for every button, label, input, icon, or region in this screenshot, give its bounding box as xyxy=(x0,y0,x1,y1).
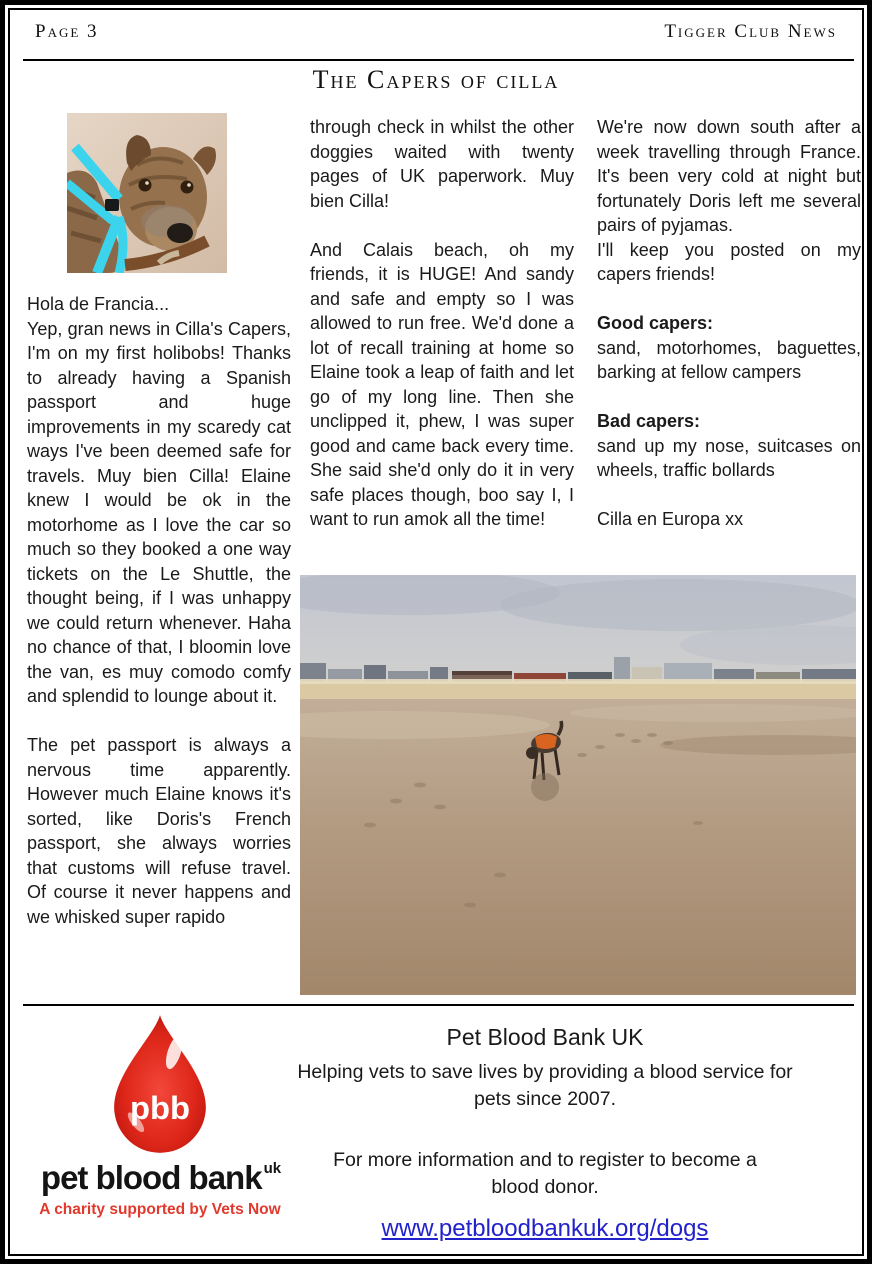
header-divider xyxy=(23,59,854,61)
promo-subtitle: Helping vets to save lives by providing a blood service for pets since 2007. xyxy=(297,1061,793,1110)
article-column-3 xyxy=(597,115,861,532)
col1-paragraph-1: Yep, gran news in Cilla's Capers, I'm on my first holibobs! Thanks to already having a Spanish passport and huge improvements in my scaredy cat ways I've been deemed safe for travels. Muy bien Cilla! Elaine knew I would be ok in the motorhome as I love the car so much so they booked a one way tickets on the Le Shuttle, the thought being, if I was unhappy we could return whenever. Haha no chance of that, I bloomin love the van, es muy comodo comfy and splendid to lounge about it. xyxy=(27,318,291,706)
bad-capers-list: sand up my nose, suitcases on wheels, traffic bollards xyxy=(597,435,861,480)
dog-portrait-illustration xyxy=(67,113,227,273)
page-number-label: Page 3 xyxy=(35,21,99,42)
promo-info: For more information and to register to become a blood donor. xyxy=(333,1149,757,1198)
footer-divider xyxy=(23,1004,854,1006)
promo-title: Pet Blood Bank UK xyxy=(446,1024,644,1050)
good-capers-list: sand, motorhomes, baguettes, barking at fellow campers xyxy=(597,337,861,382)
logo-tagline: A charity supported by Vets Now xyxy=(39,1201,281,1218)
pet-blood-bank-promo xyxy=(285,1011,805,1245)
article-column-2 xyxy=(310,115,574,532)
page-header xyxy=(35,21,837,43)
pbb-monogram: pbb xyxy=(129,1088,191,1126)
pet-blood-bank-logo xyxy=(35,1011,285,1220)
col1-opening-line: Hola de Francia... xyxy=(27,294,170,314)
masthead-title: Tigger Club News xyxy=(664,21,837,42)
col3-paragraph-2: I'll keep you posted on my capers friends! xyxy=(597,239,861,284)
col3-paragraph-1: We're now down south after a week travelling through France. It's been very cold at night but fortunately Doris left me several pairs of pyjamas. xyxy=(597,117,861,235)
website-link[interactable]: www.petbloodbankuk.org/dogs xyxy=(381,1215,709,1242)
article-column-1 xyxy=(27,292,291,929)
bad-capers-heading: Bad capers: xyxy=(597,411,701,431)
beach-illustration xyxy=(300,575,856,995)
beach-photo xyxy=(300,575,856,995)
logo-uk-suffix: uk xyxy=(263,1160,282,1177)
good-capers-heading: Good capers: xyxy=(597,313,714,333)
logo-wordmark-text: pet blood bank xyxy=(40,1159,262,1196)
dog-portrait-photo xyxy=(67,113,227,273)
article-title: The Capers of cilla xyxy=(312,65,560,94)
col1-paragraph-2: The pet passport is always a nervous time apparently. However much Elaine knows it's sorted, like Doris's French passport, she always worries that customs will refuse travel. Of course it never happens and we whisked super rapido xyxy=(27,735,291,927)
logo-wordmark xyxy=(35,1155,285,1196)
col2-paragraph-2: And Calais beach, oh my friends, it is HUGE! And sandy and safe and empty so I was allowed to run free. We'd done a lot of recall training at home so Elaine took a leap of faith and let go of my long line. Then she unclipped it, phew, I was super good and came back every time. She said she'd only do it in very safe places though, boo say I, I want to run amok all the time! xyxy=(310,239,574,529)
col2-paragraph-1: through check in whilst the other doggies waited with twenty pages of UK paperwork. Muy bien Cilla! xyxy=(310,117,574,211)
signoff-line: Cilla en Europa xx xyxy=(597,509,744,529)
blood-drop-icon xyxy=(104,1013,216,1155)
